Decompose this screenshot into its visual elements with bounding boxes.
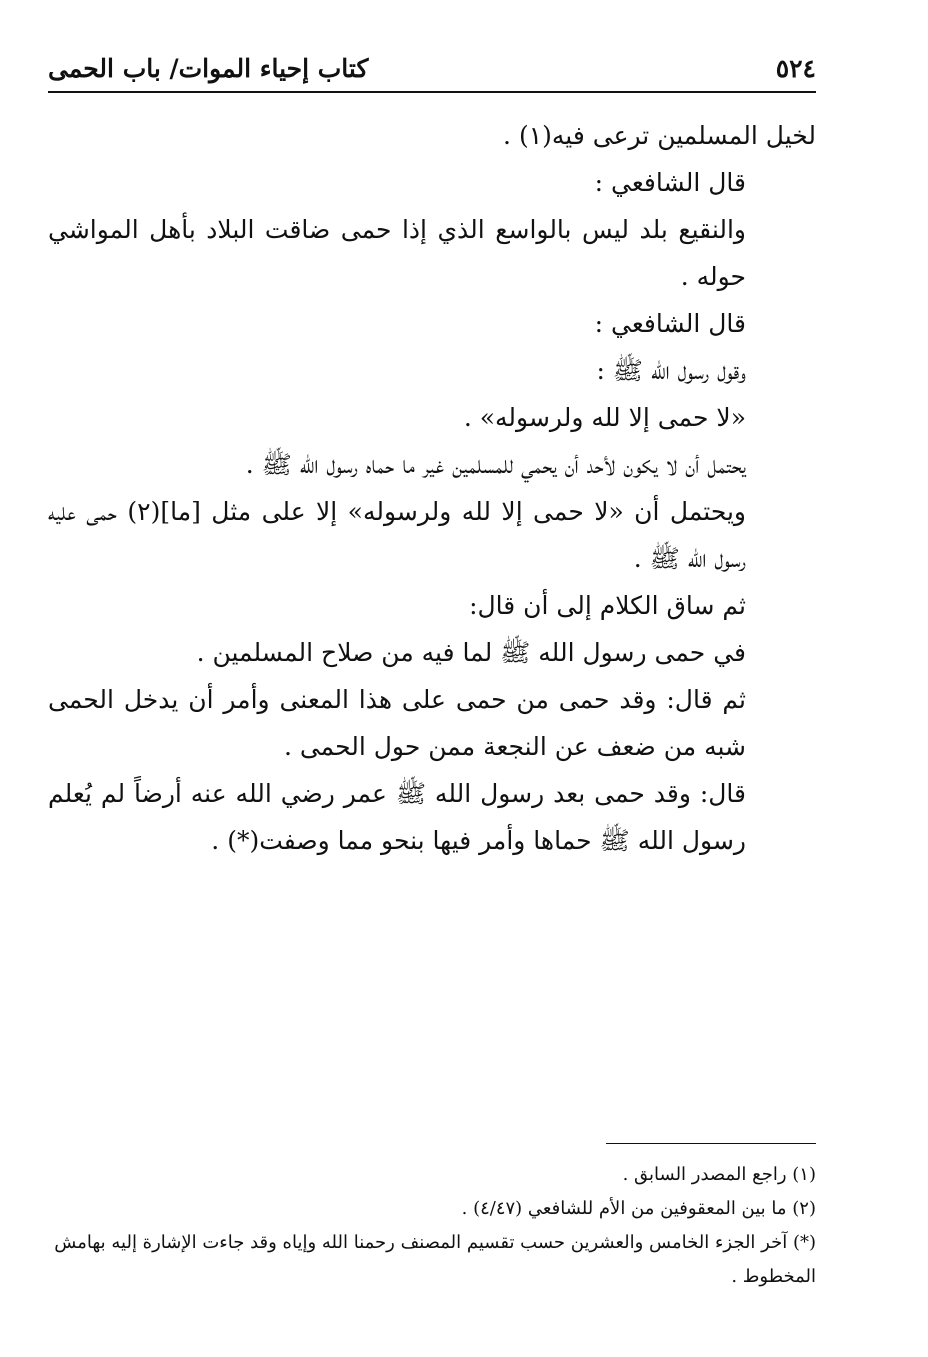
main-text	[48, 112, 816, 864]
footnote: (*) آخر الجزء الخامس والعشرين حسب تقسيم المصنف رحمنا الله وإياه وقد جاءت الإشارة إليه بهامش المخطوط .	[54, 1232, 816, 1287]
paragraph: ثم قال: وقد حمى من حمى على هذا المعنى وأمر أن يدخل الحمى شبه من ضعف عن النجعة ممن حول الحمى .	[48, 685, 746, 761]
page-header	[48, 44, 816, 92]
footnote-separator	[606, 1143, 816, 1144]
header-rule	[48, 91, 816, 93]
footnotes	[48, 1158, 816, 1294]
paragraph: «لا حمى إلا لله ولرسوله» .	[463, 403, 746, 432]
paragraph: والنقيع بلد ليس بالواسع الذي إذا حمى ضاقت البلاد بأهل المواشي حوله .	[48, 215, 746, 291]
paragraph: في حمى رسول الله ﷺ لما فيه من صلاح المسلمين .	[196, 638, 746, 667]
page-number: ٥٢٤	[775, 53, 816, 83]
paragraph: يحتمل أن لا يكون لأحد أن يحمي للمسلمين غير ما حماه رسول الله ﷺ .	[245, 450, 746, 479]
footnote: (٢) ما بين المعقوفين من الأم للشافعي (٤/٤٧) .	[461, 1198, 816, 1219]
paragraph: قال الشافعي :	[594, 168, 746, 197]
paragraph: لخيل المسلمين ترعى فيه(١) .	[503, 121, 816, 150]
paragraph: وقول رسول الله ﷺ :	[596, 356, 746, 385]
paragraph: ويحتمل أن «لا حمى إلا لله ولرسوله» إلا على مثل [ما](٢) حمى عليه رسول الله ﷺ .	[48, 497, 746, 573]
section-title: كتاب إحياء الموات/ باب الحمى	[48, 53, 369, 83]
paragraph: قال: وقد حمى بعد رسول الله ﷺ عمر رضي الله عنه أرضاً لم يُعلم رسول الله ﷺ حماها وأمر فيها بنحو مما وصفت(*) .	[48, 779, 746, 855]
footnote: (١) راجع المصدر السابق .	[622, 1164, 816, 1185]
paragraph: ثم ساق الكلام إلى أن قال:	[469, 591, 746, 620]
paragraph: قال الشافعي :	[594, 309, 746, 338]
